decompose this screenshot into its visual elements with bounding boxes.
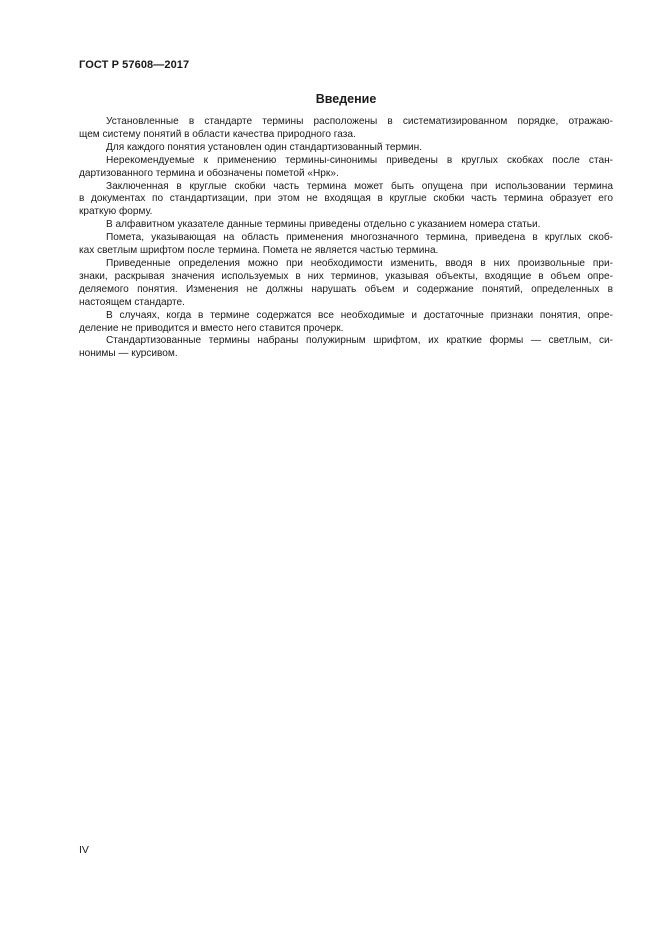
text-line: В алфавитном указателе данные термины приведены отдельно с указанием номера статьи. (106, 219, 541, 231)
text-line: в документах по стандартизации, при этом не входящая в круглые скобки часть термина образует его (79, 193, 613, 205)
introduction-body (79, 116, 613, 361)
page-number: IV (79, 844, 89, 856)
paragraph (79, 335, 613, 361)
paragraph (79, 155, 613, 181)
paragraph (79, 181, 613, 220)
text-line: дартизованного термина и обозначены пометой «Нрк». (79, 167, 339, 179)
text-line: Заключенная в круглые скобки часть термина может быть опущена при использовании термина (106, 180, 613, 192)
paragraph (79, 116, 613, 142)
paragraph (79, 219, 613, 232)
text-line: деление не приводится и вместо него ставится прочерк. (79, 322, 344, 334)
text-line: Установленные в стандарте термины расположены в систематизированном порядке, отражаю- (106, 116, 613, 127)
text-line: В случаях, когда в термине содержатся все необходимые и достаточные признаки понятия, опре- (106, 309, 613, 321)
text-line: деляемого понятия. Изменения не должны нарушать объем и содержание понятий, определенных в (79, 283, 613, 295)
text-line: знаки, раскрывая значения используемых в них терминов, указывая объекты, входящие в объем опре- (79, 270, 613, 282)
text-line: Приведенные определения можно при необходимости изменить, вводя в них произвольные при- (106, 257, 613, 269)
text-line: нонимы — курсивом. (79, 348, 178, 360)
text-line: Помета, указывающая на область применения многозначного термина, приведена в круглых скоб- (106, 232, 613, 244)
text-line: Для каждого понятия установлен один стандартизованный термин. (106, 141, 423, 153)
text-line: ках светлым шрифтом после термина. Помета не является частью термина. (79, 245, 439, 257)
text-line: Нерекомендуемые к применению термины-синонимы приведены в круглых скобках после стан- (106, 154, 613, 166)
paragraph (79, 232, 613, 258)
paragraph (79, 142, 613, 155)
text-line: краткую форму. (79, 206, 153, 218)
paragraph (79, 310, 613, 336)
text-line: настоящем стандарте. (79, 296, 185, 308)
section-title: Введение (315, 92, 377, 106)
text-line: щем систему понятий в области качества природного газа. (79, 128, 356, 140)
text-line: Стандартизованные термины набраны полужирным шрифтом, их краткие формы — светлым, си- (106, 335, 613, 347)
document-code: ГОСТ Р 57608—2017 (79, 59, 190, 71)
paragraph (79, 258, 613, 310)
